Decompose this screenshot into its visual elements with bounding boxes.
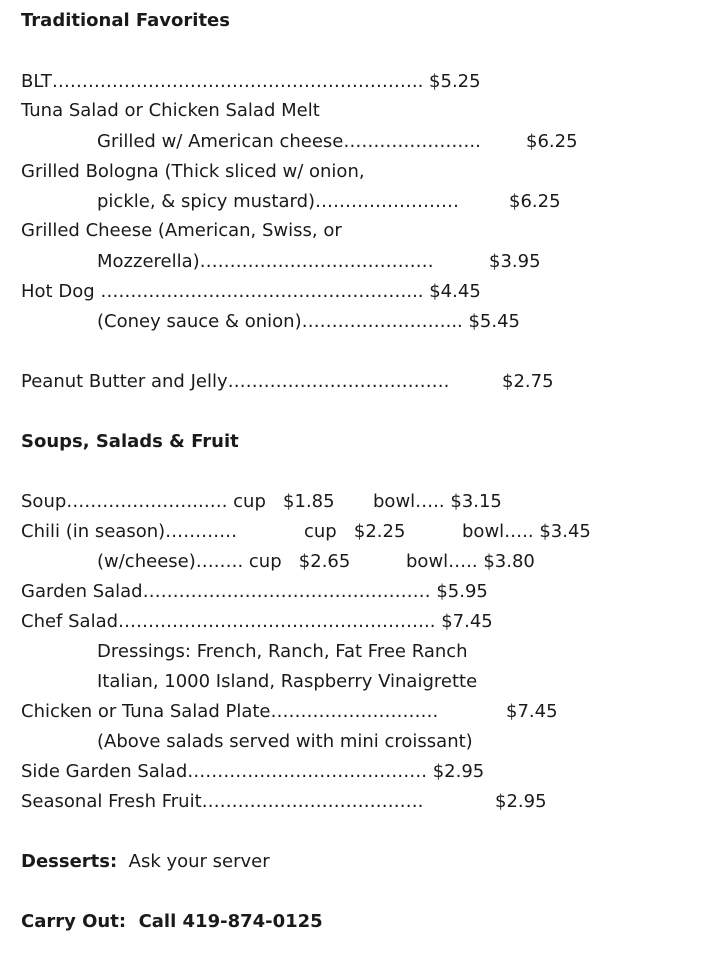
menu-item-chili-cheese-row xyxy=(21,550,711,574)
plate-note: (Above salads served with mini croissant) xyxy=(97,731,473,752)
menu-item-grilled-cheese-price: $3.95 xyxy=(489,251,541,272)
menu-item-grilled-cheese: Grilled Cheese (American, Swiss, or xyxy=(21,220,342,241)
menu-item-pbj-price: $2.75 xyxy=(502,371,554,392)
menu-item-grilled-cheese-detail-row xyxy=(21,250,711,274)
menu-item-bologna: Grilled Bologna (Thick sliced w/ onion, xyxy=(21,161,365,182)
menu-item-hot-dog: Hot Dog ……………………………………………... $4.45 xyxy=(21,281,481,302)
section-heading-traditional: Traditional Favorites xyxy=(21,10,230,31)
menu-item-bologna-detail-row xyxy=(21,190,711,214)
menu-item-pbj-row xyxy=(21,370,711,394)
menu-item-side-salad: Side Garden Salad…………………………………. $2.95 xyxy=(21,761,485,782)
menu-item-soup-row xyxy=(21,490,711,514)
menu-item-chili-cup: cup $2.25 xyxy=(304,521,406,542)
menu-item-fruit-row xyxy=(21,790,711,814)
menu-item-chili-cheese-bowl: bowl….. $3.80 xyxy=(406,551,535,572)
menu-item-tuna-melt-detail-row xyxy=(21,130,711,154)
menu-item-bologna-detail: pickle, & spicy mustard)…………………… xyxy=(97,191,460,212)
menu-item-plate-price: $7.45 xyxy=(506,701,558,722)
dressings-line-2: Italian, 1000 Island, Raspberry Vinaigrette xyxy=(97,671,478,692)
menu-item-chili-row xyxy=(21,520,711,544)
menu-item-hot-dog-detail: (Coney sauce & onion)……………………... $5.45 xyxy=(97,311,521,332)
desserts-line xyxy=(21,850,270,874)
menu-item-soup-bowl: bowl….. $3.15 xyxy=(373,491,502,512)
menu-item-plate: Chicken or Tuna Salad Plate………………………. xyxy=(21,701,439,722)
menu-item-plate-row xyxy=(21,700,711,724)
menu-item-tuna-melt: Tuna Salad or Chicken Salad Melt xyxy=(21,100,320,121)
menu-item-fruit-price: $2.95 xyxy=(495,791,547,812)
desserts-text: Ask your server xyxy=(117,851,270,872)
menu-item-garden-salad: Garden Salad………………………………………… $5.95 xyxy=(21,581,488,602)
menu-item-blt: BLT…………………………………………………….. $5.25 xyxy=(21,71,481,92)
menu-item-pbj: Peanut Butter and Jelly………………………………. xyxy=(21,371,450,392)
menu-item-fruit: Seasonal Fresh Fruit………………………………. xyxy=(21,791,424,812)
menu-item-chili-bowl: bowl….. $3.45 xyxy=(462,521,591,542)
menu-item-grilled-cheese-detail: Mozzerella)………………………………… xyxy=(97,251,434,272)
menu-item-tuna-melt-detail: Grilled w/ American cheese………………….. xyxy=(97,131,481,152)
menu-item-chili-cheese: (w/cheese)….…. cup $2.65 xyxy=(97,551,351,572)
menu-item-chef-salad: Chef Salad…………………………………………….. $7.45 xyxy=(21,611,493,632)
dressings-line-1: Dressings: French, Ranch, Fat Free Ranch xyxy=(97,641,468,662)
desserts-label: Desserts: xyxy=(21,851,118,872)
section-heading-soups: Soups, Salads & Fruit xyxy=(21,431,239,452)
carry-out-line: Carry Out: Call 419-874-0125 xyxy=(21,911,323,932)
menu-item-chili: Chili (in season)………… xyxy=(21,521,238,542)
menu-item-tuna-melt-price: $6.25 xyxy=(526,131,578,152)
menu-item-bologna-price: $6.25 xyxy=(509,191,561,212)
menu-item-soup: Soup…………………..…. cup $1.85 xyxy=(21,491,335,512)
